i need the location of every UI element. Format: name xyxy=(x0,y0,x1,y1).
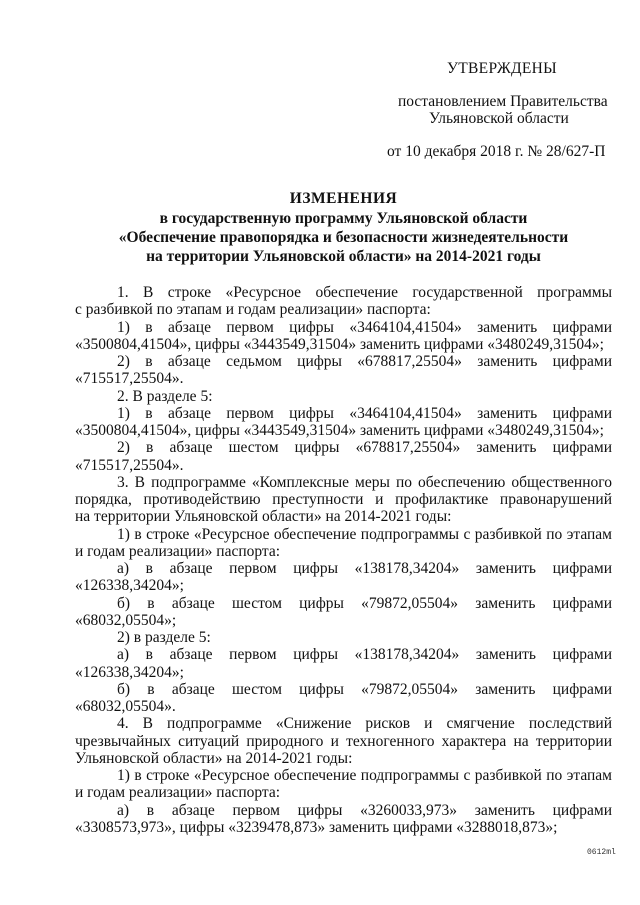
paragraph-line: б) в абзаце шестом цифры «79872,05504» заменить цифрами xyxy=(117,594,612,612)
paragraph-line: 2) в абзаце шестом цифры «678817,25504» заменить цифрами xyxy=(117,439,612,457)
paragraph-line: 1) в строке «Ресурсное обеспечение подпрограммы с разбивкой по этапам xyxy=(117,767,612,784)
paragraph-line: чрезвычайных ситуаций природного и техногенного характера на территории xyxy=(75,732,612,750)
paragraph-line: 1. В строке «Ресурсное обеспечение государственной программы xyxy=(117,284,612,301)
paragraph-line: с разбивкой по этапам и годам реализации» паспорта: xyxy=(75,301,431,319)
paragraph-line: «126338,34204»; xyxy=(75,577,184,595)
paragraph-line: на территории Ульяновской области» на 2014-2021 годы: xyxy=(75,508,452,526)
paragraph-line: «3308573,973», цифры «3239478,873» заменить цифрами «3288018,873»; xyxy=(75,818,558,836)
paragraph-line: «715517,25504». xyxy=(75,370,184,388)
paragraph-line: 1) в строке «Ресурсное обеспечение подпрограммы с разбивкой по этапам xyxy=(117,525,612,543)
title-line-2: в государственную программу Ульяновской области xyxy=(159,210,528,227)
decree-line-2: Ульяновской области xyxy=(429,110,569,127)
approved-heading: УТВЕРЖДЕНЫ xyxy=(447,60,557,77)
decree-line-1: постановлением Правительства xyxy=(398,93,608,110)
paragraph-line: порядка, противодействию преступности и профилактике правонарушений xyxy=(75,491,612,508)
paragraph-line: и годам реализации» паспорта: xyxy=(75,784,281,802)
paragraph-line: 4. В подпрограмме «Снижение рисков и смягчение последствий xyxy=(117,715,612,733)
paragraph-line: а) в абзаце первом цифры «138178,34204» заменить цифрами xyxy=(117,646,612,664)
paragraph-line: 2) в разделе 5: xyxy=(117,629,211,646)
paragraph-line: «3500804,41504», цифры «3443549,31504» заменить цифрами «3480249,31504»; xyxy=(75,335,604,353)
paragraph-line: «68032,05504»; xyxy=(75,611,177,629)
paragraph-line: 1) в абзаце первом цифры «3464104,41504» заменить цифрами xyxy=(117,404,612,422)
document-body xyxy=(75,284,612,836)
paragraph-line: и годам реализации» паспорта: xyxy=(75,542,281,560)
paragraph-line: «68032,05504». xyxy=(75,698,176,715)
paragraph-line: б) в абзаце шестом цифры «79872,05504» заменить цифрами xyxy=(117,680,612,698)
document-code: 0612ml xyxy=(587,848,616,857)
paragraph-line: 3. В подпрограмме «Комплексные меры по обеспечению общественного xyxy=(117,473,612,491)
paragraph-line: 1) в абзаце первом цифры «3464104,41504» заменить цифрами xyxy=(117,318,612,336)
paragraph-line: а) в абзаце первом цифры «138178,34204» заменить цифрами xyxy=(117,560,612,577)
decree-date: от 10 декабря 2018 г. № 28/627-П xyxy=(387,143,606,160)
paragraph-line: «3500804,41504», цифры «3443549,31504» заменить цифрами «3480249,31504»; xyxy=(75,422,604,439)
paragraph-line: «126338,34204»; xyxy=(75,663,184,681)
title-line-3: «Обеспечение правопорядка и безопасности жизнедеятельности xyxy=(118,229,569,246)
paragraph-line: 2. В разделе 5: xyxy=(117,387,213,405)
paragraph-line: 2) в абзаце седьмом цифры «678817,25504» заменить цифрами xyxy=(117,353,612,370)
paragraph-line: Ульяновской области» на 2014-2021 годы: xyxy=(75,749,353,767)
document-title: ИЗМЕНЕНИЯ xyxy=(289,190,398,207)
paragraph-line: «715517,25504». xyxy=(75,456,184,474)
title-line-4: на территории Ульяновской области» на 2014-2021 годы xyxy=(146,248,541,265)
paragraph-line: а) в абзаце первом цифры «3260033,973» заменить цифрами xyxy=(117,801,612,819)
